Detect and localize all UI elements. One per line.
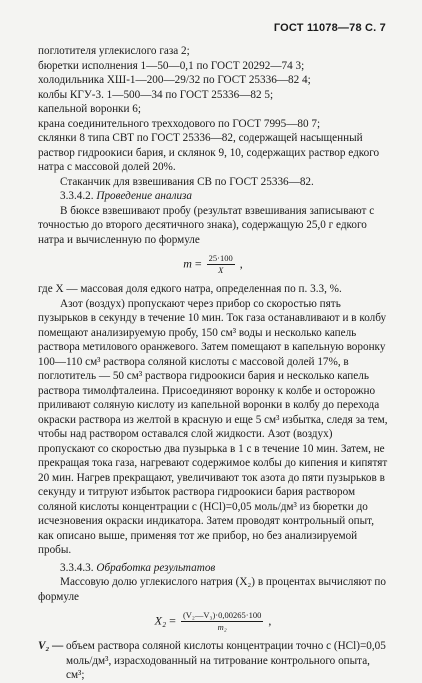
stakanchik-paragraph: Стаканчик для взвешивания СВ по ГОСТ 25336—82. <box>60 175 314 188</box>
formula-mass <box>38 253 388 276</box>
formula-fraction <box>207 253 235 276</box>
fraction-numerator: (V₂—V₃)·0,00265·100 <box>182 610 262 620</box>
formula-eq: = <box>194 256 202 271</box>
section-title: Обработка результатов <box>96 561 216 574</box>
formula-eq: = <box>169 613 176 628</box>
formula-result <box>38 610 388 633</box>
list-item: колбы КГУ-3. 1—500—34 по ГОСТ 25336—82 5; <box>38 88 274 101</box>
paragraph-calculation: Массовую долю углекислого натрия (X₂) в процентах вычисляют по формуле <box>38 576 386 603</box>
section-number: 3.3.4.2. <box>60 190 94 202</box>
list-item: поглотителя углекислого газа 2; <box>38 45 190 57</box>
list-item: крана соединительного трехходового по ГОСТ 7995—80 7; <box>38 117 321 130</box>
formula-tail: , <box>268 613 272 628</box>
definition-row <box>38 639 388 683</box>
formula-lhs: m <box>183 256 192 271</box>
list-item: склянки 8 типа СВТ по ГОСТ 25336—82, содержащей насыщенный раствор гидроокиси бария, и склянок 9, 10, содержащих раствор едкого натра с массовой долей 20%. <box>38 132 380 173</box>
section-heading-3342 <box>60 189 388 204</box>
fraction-numerator: 25·100 <box>208 253 233 263</box>
section-number: 3.3.4.3. <box>60 561 94 574</box>
formula-tail: , <box>239 256 243 271</box>
section-heading-3343 <box>60 561 388 576</box>
paragraph-sample: В бюксе взвешивают пробу (результат взвешивания записывают с точностью до второго десятичного знака), содержащую 25,0 г едкого натра и вычисленную по формуле <box>38 204 375 246</box>
formula-lhs: X₂ <box>154 613 167 628</box>
list-item: холодильника ХШ-1—200—29/32 по ГОСТ 25336—82 4; <box>38 74 311 86</box>
page-content <box>38 44 388 683</box>
section-title: Проведение анализа <box>96 190 193 202</box>
list-item: бюретки исполнения 1—50—0,1 по ГОСТ 20292—74 3; <box>38 59 305 72</box>
page-header: ГОСТ 11078—78 С. 7 <box>273 22 386 34</box>
formula-fraction <box>181 610 263 633</box>
fraction-denominator: m₂ <box>217 622 227 632</box>
paragraph-where: где X — массовая доля едкого натра, определенная по п. 3.3, %. <box>38 283 342 295</box>
definition-body: объем раствора соляной кислоты концентрации точно c (HCl)=0,05 моль/дм³, израсходованный на титрование контрольного опыта, см³; <box>66 640 386 681</box>
paragraph-procedure: Азот (воздух) пропускают через прибор со скоростью пять пузырьков в секунду в течение 10 мин. Ток газа останавливают и в колбу помещают анализируемую пробу, 150 см³ воды и несколько капель раствора метилового оранжевого. Затем помещают в капельную воронку 100—110 см³ раствора соляной кислоты с массовой долей 17%, в поглотитель — 50 см³ раствора гидроокиси бария и несколько капель раствора тимолфталеина. Присоединяют воронку к колбе и осторожно приливают соляную кислоту из капельной воронки в колбу до перехода окраски раствора из желтой в красную и еще 5 см³ избытка, следя за тем, чтобы над раствором оставался слой жидкости. Азот (воздух) пропускают со скоростью два пузырька в 1 с в течение 10 мин. Затем, не прекращая тока газа, нагревают содержимое колбы до кипения и кипятят 20 мин. Нагрев прекращают, увеличивают ток азота до пяти пузырьков в секунду и титруют избыток раствора гидроокиси бария раствором соляной кислоты концентрации c (HCl)=0,05 моль/дм³ из бюретки до исчезновения окраски индикатора. Затем проводят контрольный опыт, как описано выше, применяя тот же прибор, но без анализируемой пробы. <box>38 297 388 556</box>
definition-term: V₂ — <box>38 640 64 652</box>
fraction-denominator: X <box>218 265 224 275</box>
list-item: капельной воронки 6; <box>38 103 141 115</box>
